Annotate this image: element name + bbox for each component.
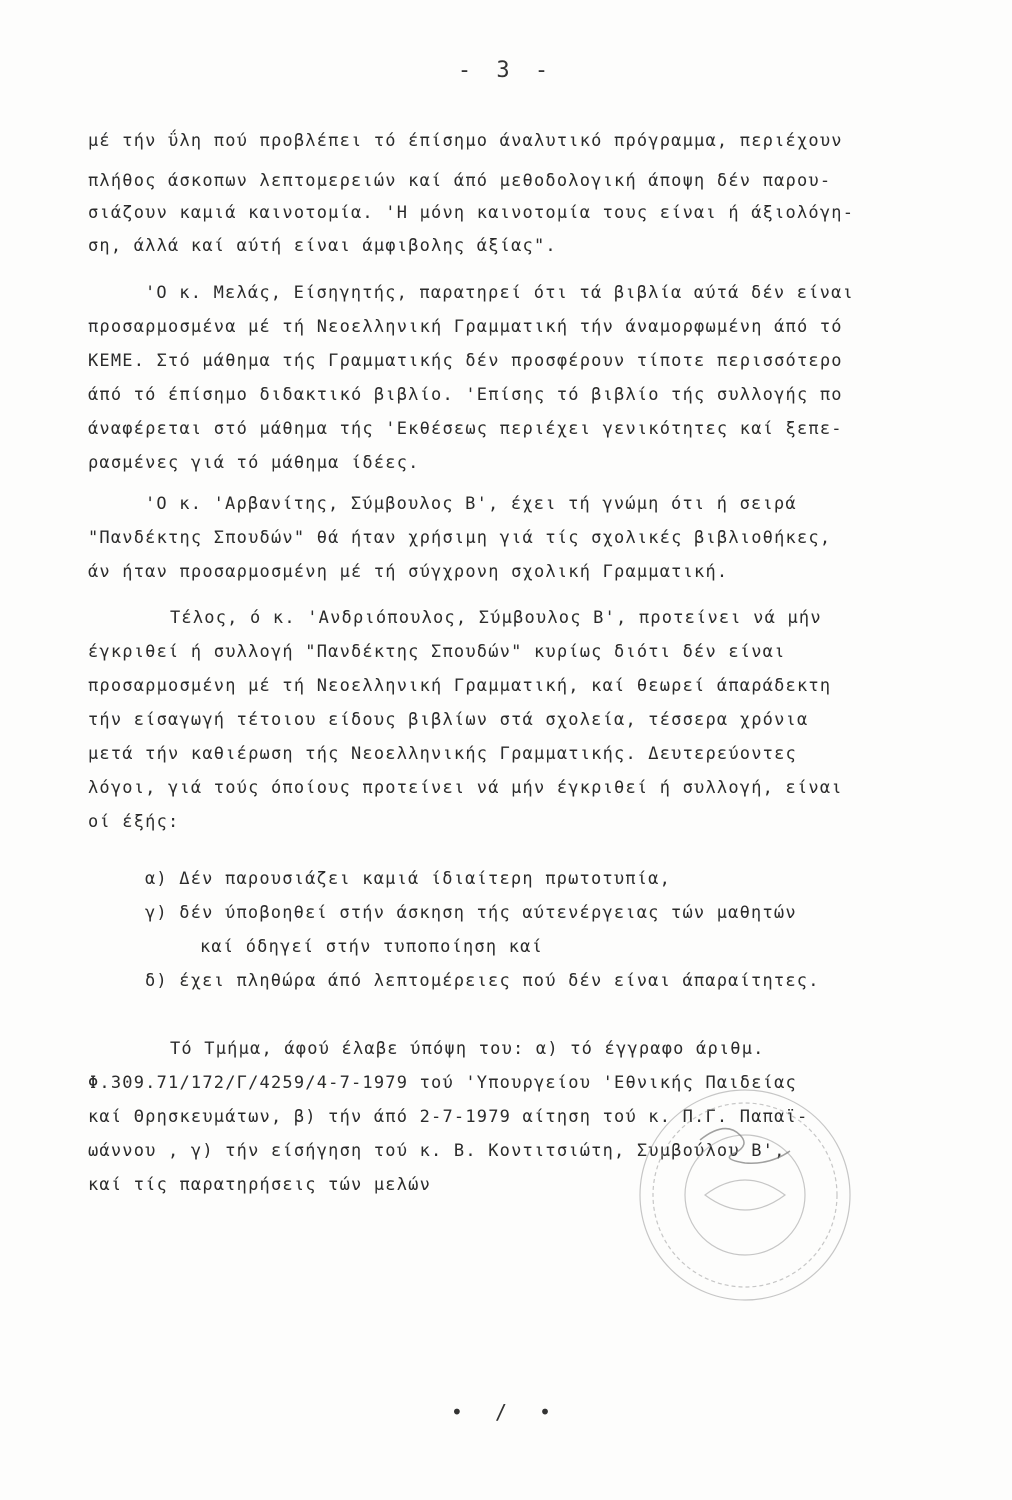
text-line: άπό τό έπίσημο διδακτικό βιβλίο. 'Επίσης τό βιβλίο τής συλλογής πο: [88, 385, 843, 405]
text-line: σιάζουν καμιά καινοτομία. 'Η μόνη καινοτομία τους είναι ή άξιολόγη-: [88, 203, 855, 223]
text-line: πλήθος άσκοπων λεπτομερειών καί άπό μεθοδολογική άποψη δέν παρου-: [88, 171, 832, 191]
text-line: "Πανδέκτης Σπουδών" θά ήταν χρήσιμη γιά τίς σχολικές βιβλιοθήκες,: [88, 528, 832, 548]
signature-mark: [700, 1129, 790, 1164]
text-line: άν ήταν προσαρμοσμένη μέ τή σύγχρονη σχολική Γραμματική.: [88, 562, 729, 582]
text-line: οί έξής:: [88, 812, 180, 832]
text-line: 'Ο κ. 'Αρβανίτης, Σύμβουλος Β', έχει τή γνώμη ότι ή σειρά: [145, 494, 797, 514]
text-line: λόγοι, γιά τούς όποίους προτείνει νά μήν έγκριθεί ή συλλογή, είναι: [88, 778, 843, 798]
page-number: - 3 -: [457, 58, 555, 83]
official-seal-stamp: [630, 1080, 860, 1310]
text-line: ΚΕΜΕ. Στό μάθημα τής Γραμματικής δέν προσφέρουν τίποτε περισσότερο: [88, 351, 843, 371]
text-line: 'Ο κ. Μελάς, Είσηγητής, παρατηρεί ότι τά βιβλία αύτά δέν είναι: [145, 283, 854, 303]
text-line: καί Θρησκευμάτων, β) τήν άπό 2-7-1979 αίτηση τού κ. Π.Γ. Παπαϊ-: [88, 1107, 809, 1127]
list-item: γ) δέν ύποβοηθεί στήν άσκηση τής αύτενέργειας τών μαθητών: [145, 903, 797, 923]
list-item: α) Δέν παρουσιάζει καμιά ίδιαίτερη πρωτοτυπία,: [145, 869, 672, 889]
text-line: έγκριθεί ή συλλογή "Πανδέκτης Σπουδών" κυρίως διότι δέν είναι: [88, 642, 786, 662]
text-line: προσαρμοσμένα μέ τή Νεοελληνική Γραμματική τήν άναμορφωμένη άπό τό: [88, 317, 843, 337]
continuation-mark: • / •: [450, 1400, 562, 1424]
text-line: Τέλος, ό κ. 'Ανδριόπουλος, Σύμβουλος Β', προτείνει νά μήν: [170, 608, 822, 628]
text-line: μέ τήν ΰλη πού προβλέπει τό έπίσημο άναλυτικό πρόγραμμα, περιέχουν: [88, 131, 843, 151]
text-line: καί τίς παρατηρήσεις τών μελών: [88, 1175, 432, 1195]
text-line: μετά τήν καθιέρωση τής Νεοελληνικής Γραμματικής. Δευτερεύοντες: [88, 744, 797, 764]
text-line: Φ.309.71/172/Γ/4259/4-7-1979 τού 'Υπουργείου 'Εθνικής Παιδείας: [88, 1073, 797, 1093]
text-line: άναφέρεται στό μάθημα τής 'Εκθέσεως περιέχει γενικότητες καί ξεπε-: [88, 419, 843, 439]
text-line: ρασμένες γιά τό μάθημα ίδέες.: [88, 453, 420, 473]
list-item: δ) έχει πληθώρα άπό λεπτομέρειες πού δέν είναι άπαραίτητες.: [145, 971, 820, 991]
text-line: ση, άλλά καί αύτή είναι άμφιβολης άξίας".: [88, 236, 557, 256]
text-line: Τό Τμήμα, άφού έλαβε ύπόψη του: α) τό έγγραφο άριθμ.: [170, 1039, 765, 1059]
list-item-continuation: καί όδηγεί στήν τυποποίηση καί: [200, 937, 544, 957]
text-line: ωάννου , γ) τήν είσήγηση τού κ. Β. Κοντιτσιώτη, Συμβούλου Β',: [88, 1141, 786, 1161]
text-line: προσαρμοσμένη μέ τή Νεοελληνική Γραμματική, καί θεωρεί άπαράδεκτη: [88, 676, 832, 696]
text-line: τήν είσαγωγή τέτοιου είδους βιβλίων στά σχολεία, τέσσερα χρόνια: [88, 710, 809, 730]
